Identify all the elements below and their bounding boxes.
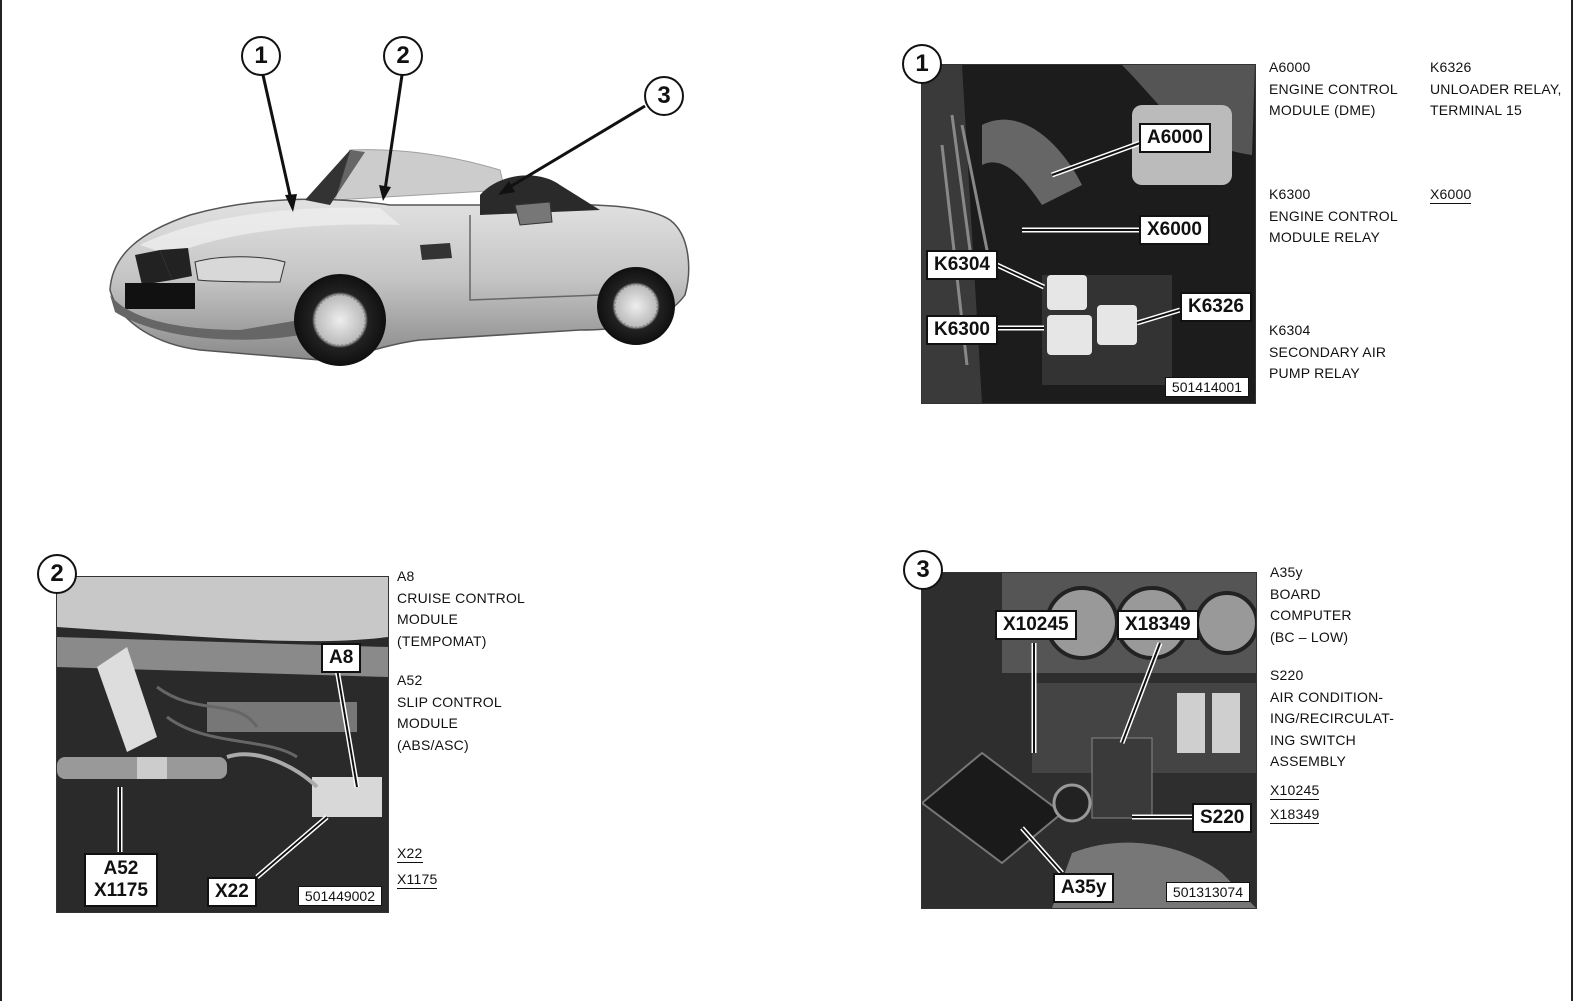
legend-x6000: X6000 (1430, 186, 1472, 202)
tag-a6000: A6000 (1139, 123, 1211, 153)
tag-a52-x1175: A52 X1175 (84, 853, 158, 907)
tag-a35y: A35y (1053, 873, 1114, 903)
tag-s220: S220 (1192, 803, 1252, 833)
tag-k6326: K6326 (1180, 292, 1252, 322)
tag-x6000: X6000 (1139, 215, 1210, 245)
photo-id: 501449002 (298, 886, 382, 906)
tag-k6300: K6300 (926, 315, 998, 345)
legend-k6300: K6300 ENGINE CONTROL MODULE RELAY (1269, 186, 1398, 245)
legend-a6000: A6000 ENGINE CONTROL MODULE (DME) (1269, 59, 1398, 118)
photo-id: 501313074 (1166, 882, 1250, 902)
tag-k6304: K6304 (926, 250, 998, 280)
panel-1-callout: 1 (902, 44, 942, 84)
photo-3-image (922, 573, 1256, 908)
car-illustration (0, 0, 720, 400)
callout-3: 3 (644, 76, 684, 116)
callout-1: 1 (241, 36, 281, 76)
tag-x18349: X18349 (1117, 610, 1199, 640)
panel-2-callout: 2 (37, 554, 77, 594)
callout-2: 2 (383, 36, 423, 76)
photo-panel-3 (921, 572, 1257, 909)
legend-a52: A52 SLIP CONTROL MODULE (ABS/ASC) (397, 672, 502, 753)
tag-a8: A8 (321, 643, 361, 673)
photo-panel-1 (921, 64, 1256, 404)
photo-panel-2 (56, 576, 389, 913)
photo-id: 501414001 (1165, 377, 1249, 397)
panel-3-callout: 3 (903, 550, 943, 590)
legend-a8: A8 CRUISE CONTROL MODULE (TEMPOMAT) (397, 568, 526, 649)
legend-k6326: K6326 UNLOADER RELAY, TERMINAL 15 (1430, 59, 1562, 118)
legend-s220: S220 AIR CONDITION- ING/RECIRCULAT- ING SWITCH ASSEMBLY (1270, 667, 1395, 769)
legend-a35y: A35y BOARD COMPUTER (BC – LOW) (1270, 564, 1352, 645)
legend-connectors-3: X10245 X18349 (1270, 782, 1320, 822)
legend-k6304: K6304 SECONDARY AIR PUMP RELAY (1269, 322, 1387, 381)
legend-connectors-2: X22 X1175 (397, 845, 438, 887)
tag-x10245: X10245 (995, 610, 1077, 640)
tag-x22: X22 (207, 877, 257, 907)
